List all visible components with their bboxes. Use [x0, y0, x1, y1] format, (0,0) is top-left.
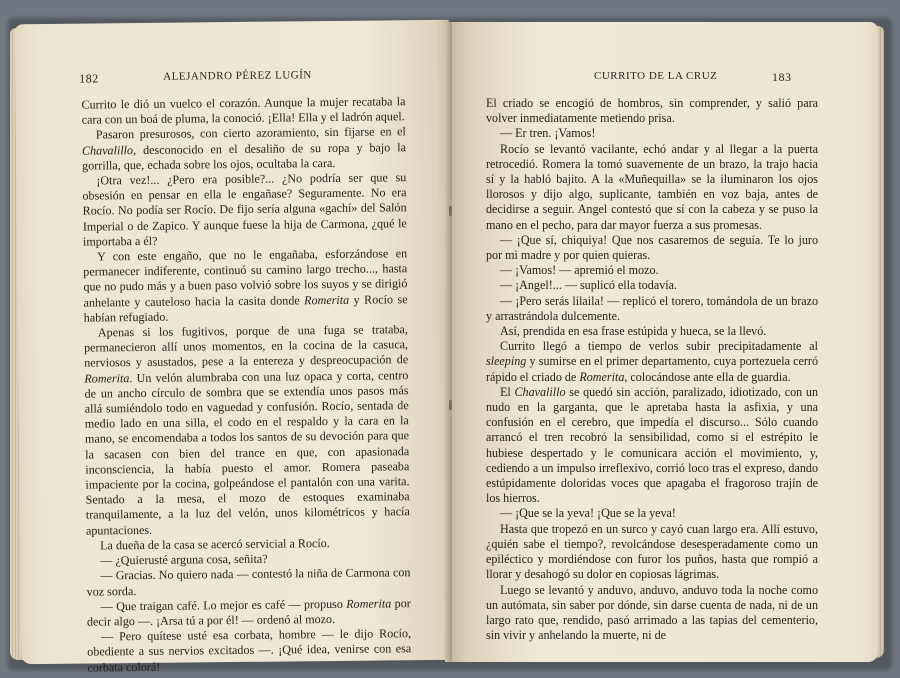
paragraph: — ¡Que se la yeva! ¡Que se la yeva! [500, 506, 676, 521]
paragraph: Currito llegó a tiempo de verlos subir precipitadamente al sleeping y sumirse en el primer departamento, cuya portezuela cerró rápido el criado de Romerita, colocándose ante ella de guardia. [486, 339, 818, 384]
left-page [15, 20, 456, 675]
paragraph: — ¡Que sí, chiquiya! Que nos casaremos de seguía. Te lo juro por mi madre y por quien quieras. [486, 232, 818, 263]
paragraph: Pasaron presurosos, con cierto azoramiento, sin fijarse en el Chavalillo, desconocido en el desaliño de su ropa y bajo la gorrilla, que, echada sobre los ojos, ocultaba la cara. [81, 124, 407, 173]
right-page [452, 22, 878, 662]
paragraph: La dueña de la casa se acercó servicial a Rocío. [100, 535, 330, 553]
paragraph: El Chavalillo se quedó sin acción, paralizado, idiotizado, con un nudo en la garganta, que le apretaba hasta la asfixia, y una confusión en el cerebro, que impedía el discurso... Sólo cuando arrancó el tren recobró la sensibilidad, como si el estrépito le hubiese despertado y le comunicara acción el movimiento, y, cediendo a un impulso irreflexivo, corrió loco tras el expreso, dando estúpidamente doloridas voces que apagaba el fragoroso trajín de los hierros. [486, 384, 818, 506]
paragraph: Y con este engaño, que no le engañaba, esforzándose en permanecer indiferente, continuó su camino largo trecho..., hasta que no pudo más y a buen paso volvió sobre los suyos y se dirigió anhelante y cauteloso hacia la casita donde Romerita y Rocío se habían refugiado. [83, 246, 408, 325]
paragraph: ¡Otra vez!... ¿Pero era posible?... ¿No podría ser que su obsesión en pensar en ella le engañase? Seguramente. No era Rocío. No podía ser Rocío. De fijo sería alguna «gachí» del Salón Imperial o de Zapico. Y aunque fuese la hija de Carmona, ¿qué le importaba a él? [82, 170, 407, 249]
page-number-left: 182 [79, 71, 99, 86]
paragraph: Currito le dió un vuelco el corazón. Aunque la mujer recataba la cara con un boá de pluma, la conoció. ¡Ella! Ella y el ladrón aquel. [81, 94, 406, 127]
running-head-left: ALEJANDRO PÉREZ LUGÍN [163, 69, 312, 83]
paragraph: — ¡Vamos! — apremió el mozo. [500, 263, 659, 278]
paragraph: — Que traigan café. Lo mejor es café — propuso Romerita por decir algo —. ¡Arsa tú a por él! — ordenó al mozo. [86, 595, 411, 629]
right-page-text [486, 96, 818, 643]
left-page-text [81, 94, 411, 675]
paragraph: Apenas si los fugitivos, porque de una fuga se trataba, permanecieron allí unos momentos, en la cocina de la casuca, nerviosos y asustados, pese a la entereza y despreocupación de Romerita. Un velón alumbraba con una luz opaca y corta, centro de un ancho círculo de sombra que se extendía unos pasos más allá sumiéndolo todo en vaguedad y confusión. Rocío, sentada de medio lado en una silla, el codo en el respaldo y la cara en la mano, se encomendaba a todos los santos de su devoción para que la sacasen con bien del trance en que, con apasionada inconsciencia, la había puesto el amor. Romera paseaba impaciente por la cocina, golpeándose el pantalón con una varita. Sentado a la mesa, el mozo de estoques examinaba tranquilamente, a la luz del velón, unos kilométricos y hacía apuntaciones. [83, 322, 410, 538]
paragraph: — Er tren. ¡Vamos! [500, 126, 596, 141]
paragraph: — ¿Quierusté arguna cosa, señita? [100, 551, 268, 568]
paragraph: — Pero quítese usté esa corbata, hombre — le dijo Rocío, obediente a sus nervios excitados —. ¡Qué idea, venirse con esa corbata colorá! [87, 626, 412, 675]
page-number-right: 183 [772, 70, 792, 84]
paragraph: — ¡Pero serás lilaila! — replicó el torero, tomándola de un brazo y arrastrándola dulcemente. [486, 293, 818, 323]
paragraph: — ¡Angel!... — suplicó ella todavía. [500, 278, 677, 293]
paragraph: Rocío se levantó vacilante, echó andar y al llegar a la puerta retrocedió. Romera la tomó suavemente de un brazo, la trajo hacia sí y la habló bajito. A la «Muñequilla» se la iluminaron los ojos llorosos y dijo algo, suplicante, también en voz baja, antes de decidirse a seguir. Angel contestó que sí con la cabeza y se puso la mano en el pecho, para dar mayor fuerza a sus promesas. [486, 141, 818, 232]
paragraph: El criado se encogió de hombros, sin comprender, y salió para volver inmediatamente metiendo prisa. [486, 96, 818, 126]
paragraph: Luego se levantó y anduvo, anduvo, anduvo toda la noche como un autómata, sin saber por dónde, sin darse cuenta de nada, ni de un largo rato que, rendido, pasó arrimado a las tapias del cementerio, sin vivir y anhelando la muerte, ni de [486, 582, 818, 643]
paragraph: Hasta que tropezó en un surco y cayó cuan largo era. Allí estuvo, ¿quién sabe el tiempo?, revolcándose desesperadamente como un epiléctico y mordiéndose con furor los puños, hasta que rompió a llorar y desahogó su dolor en copiosas lágrimas. [486, 521, 818, 582]
paragraph: Así, prendida en esa frase estúpida y hueca, se la llevó. [500, 324, 767, 339]
paragraph: — Gracias. No quiero nada — contestó la niña de Carmona con voz sorda. [86, 565, 411, 599]
running-head-right: CURRITO DE LA CRUZ [594, 70, 718, 82]
